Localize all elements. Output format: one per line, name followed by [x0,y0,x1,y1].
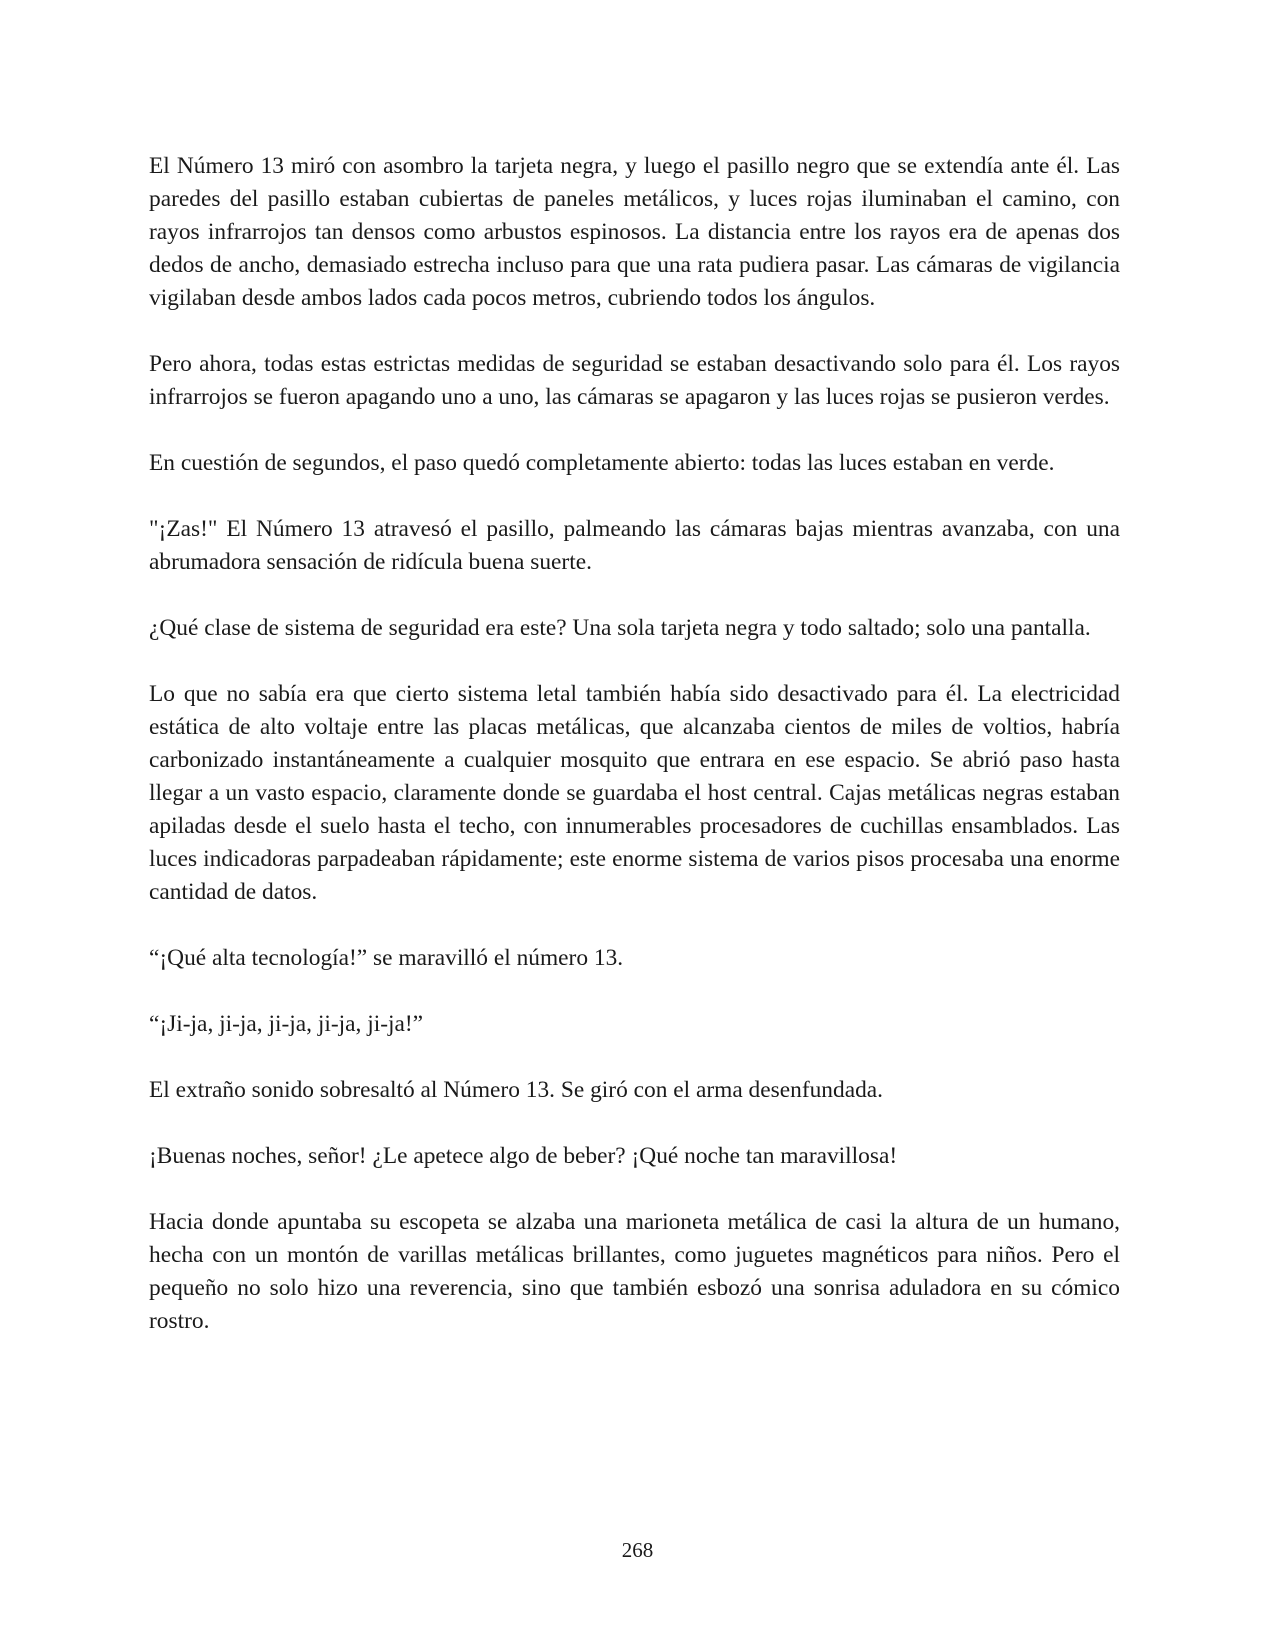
body-text [149,150,1120,1371]
paragraph: "¡Zas!" El Número 13 atravesó el pasillo, palmeando las cámaras bajas mientras avanzaba, con una abrumadora sensación de ridícula buena suerte. [149,516,1120,575]
paragraph: ¿Qué clase de sistema de seguridad era este? Una sola tarjeta negra y todo saltado; solo una pantalla. [149,615,1091,641]
paragraph: ¡Buenas noches, señor! ¿Le apetece algo de beber? ¡Qué noche tan maravillosa! [149,1143,898,1169]
paragraph: “¡Ji-ja, ji-ja, ji-ja, ji-ja, ji-ja!” [149,1011,424,1037]
paragraph: Pero ahora, todas estas estrictas medidas de seguridad se estaban desactivando solo para él. Los rayos infrarrojos se fueron apagando uno a uno, las cámaras se apagaron y las luces rojas se pusieron verdes. [149,351,1120,410]
paragraph: Hacia donde apuntaba su escopeta se alzaba una marioneta metálica de casi la altura de un humano, hecha con un montón de varillas metálicas brillantes, como juguetes magnéticos para niños. Pero el pequeño no solo hizo una reverencia, sino que también esbozó una sonrisa aduladora en su cómico rostro. [149,1209,1120,1334]
paragraph: En cuestión de segundos, el paso quedó completamente abierto: todas las luces estaban en verde. [149,450,1055,476]
paragraph: El extraño sonido sobresaltó al Número 13. Se giró con el arma desenfundada. [149,1077,883,1103]
page-number: 268 [621,1538,654,1562]
paragraph: Lo que no sabía era que cierto sistema letal también había sido desactivado para él. La electricidad estática de alto voltaje entre las placas metálicas, que alcanzaba cientos de miles de voltios, habría carbonizado instantáneamente a cualquier mosquito que entrara en ese espacio. Se abrió paso hasta llegar a un vasto espacio, claramente donde se guardaba el host central. Cajas metálicas negras estaban apiladas desde el suelo hasta el techo, con innumerables procesadores de cuchillas ensamblados. Las luces indicadoras parpadeaban rápidamente; este enorme sistema de varios pisos procesaba una enorme cantidad de datos. [149,681,1120,905]
paragraph: “¡Qué alta tecnología!” se maravilló el número 13. [149,945,624,971]
paragraph: El Número 13 miró con asombro la tarjeta negra, y luego el pasillo negro que se extendía ante él. Las paredes del pasillo estaban cubiertas de paneles metálicos, y luces rojas iluminaban el camino, con rayos infrarrojos tan densos como arbustos espinosos. La distancia entre los rayos era de apenas dos dedos de ancho, demasiado estrecha incluso para que una rata pudiera pasar. Las cámaras de vigilancia vigilaban desde ambos lados cada pocos metros, cubriendo todos los ángulos. [149,153,1120,311]
